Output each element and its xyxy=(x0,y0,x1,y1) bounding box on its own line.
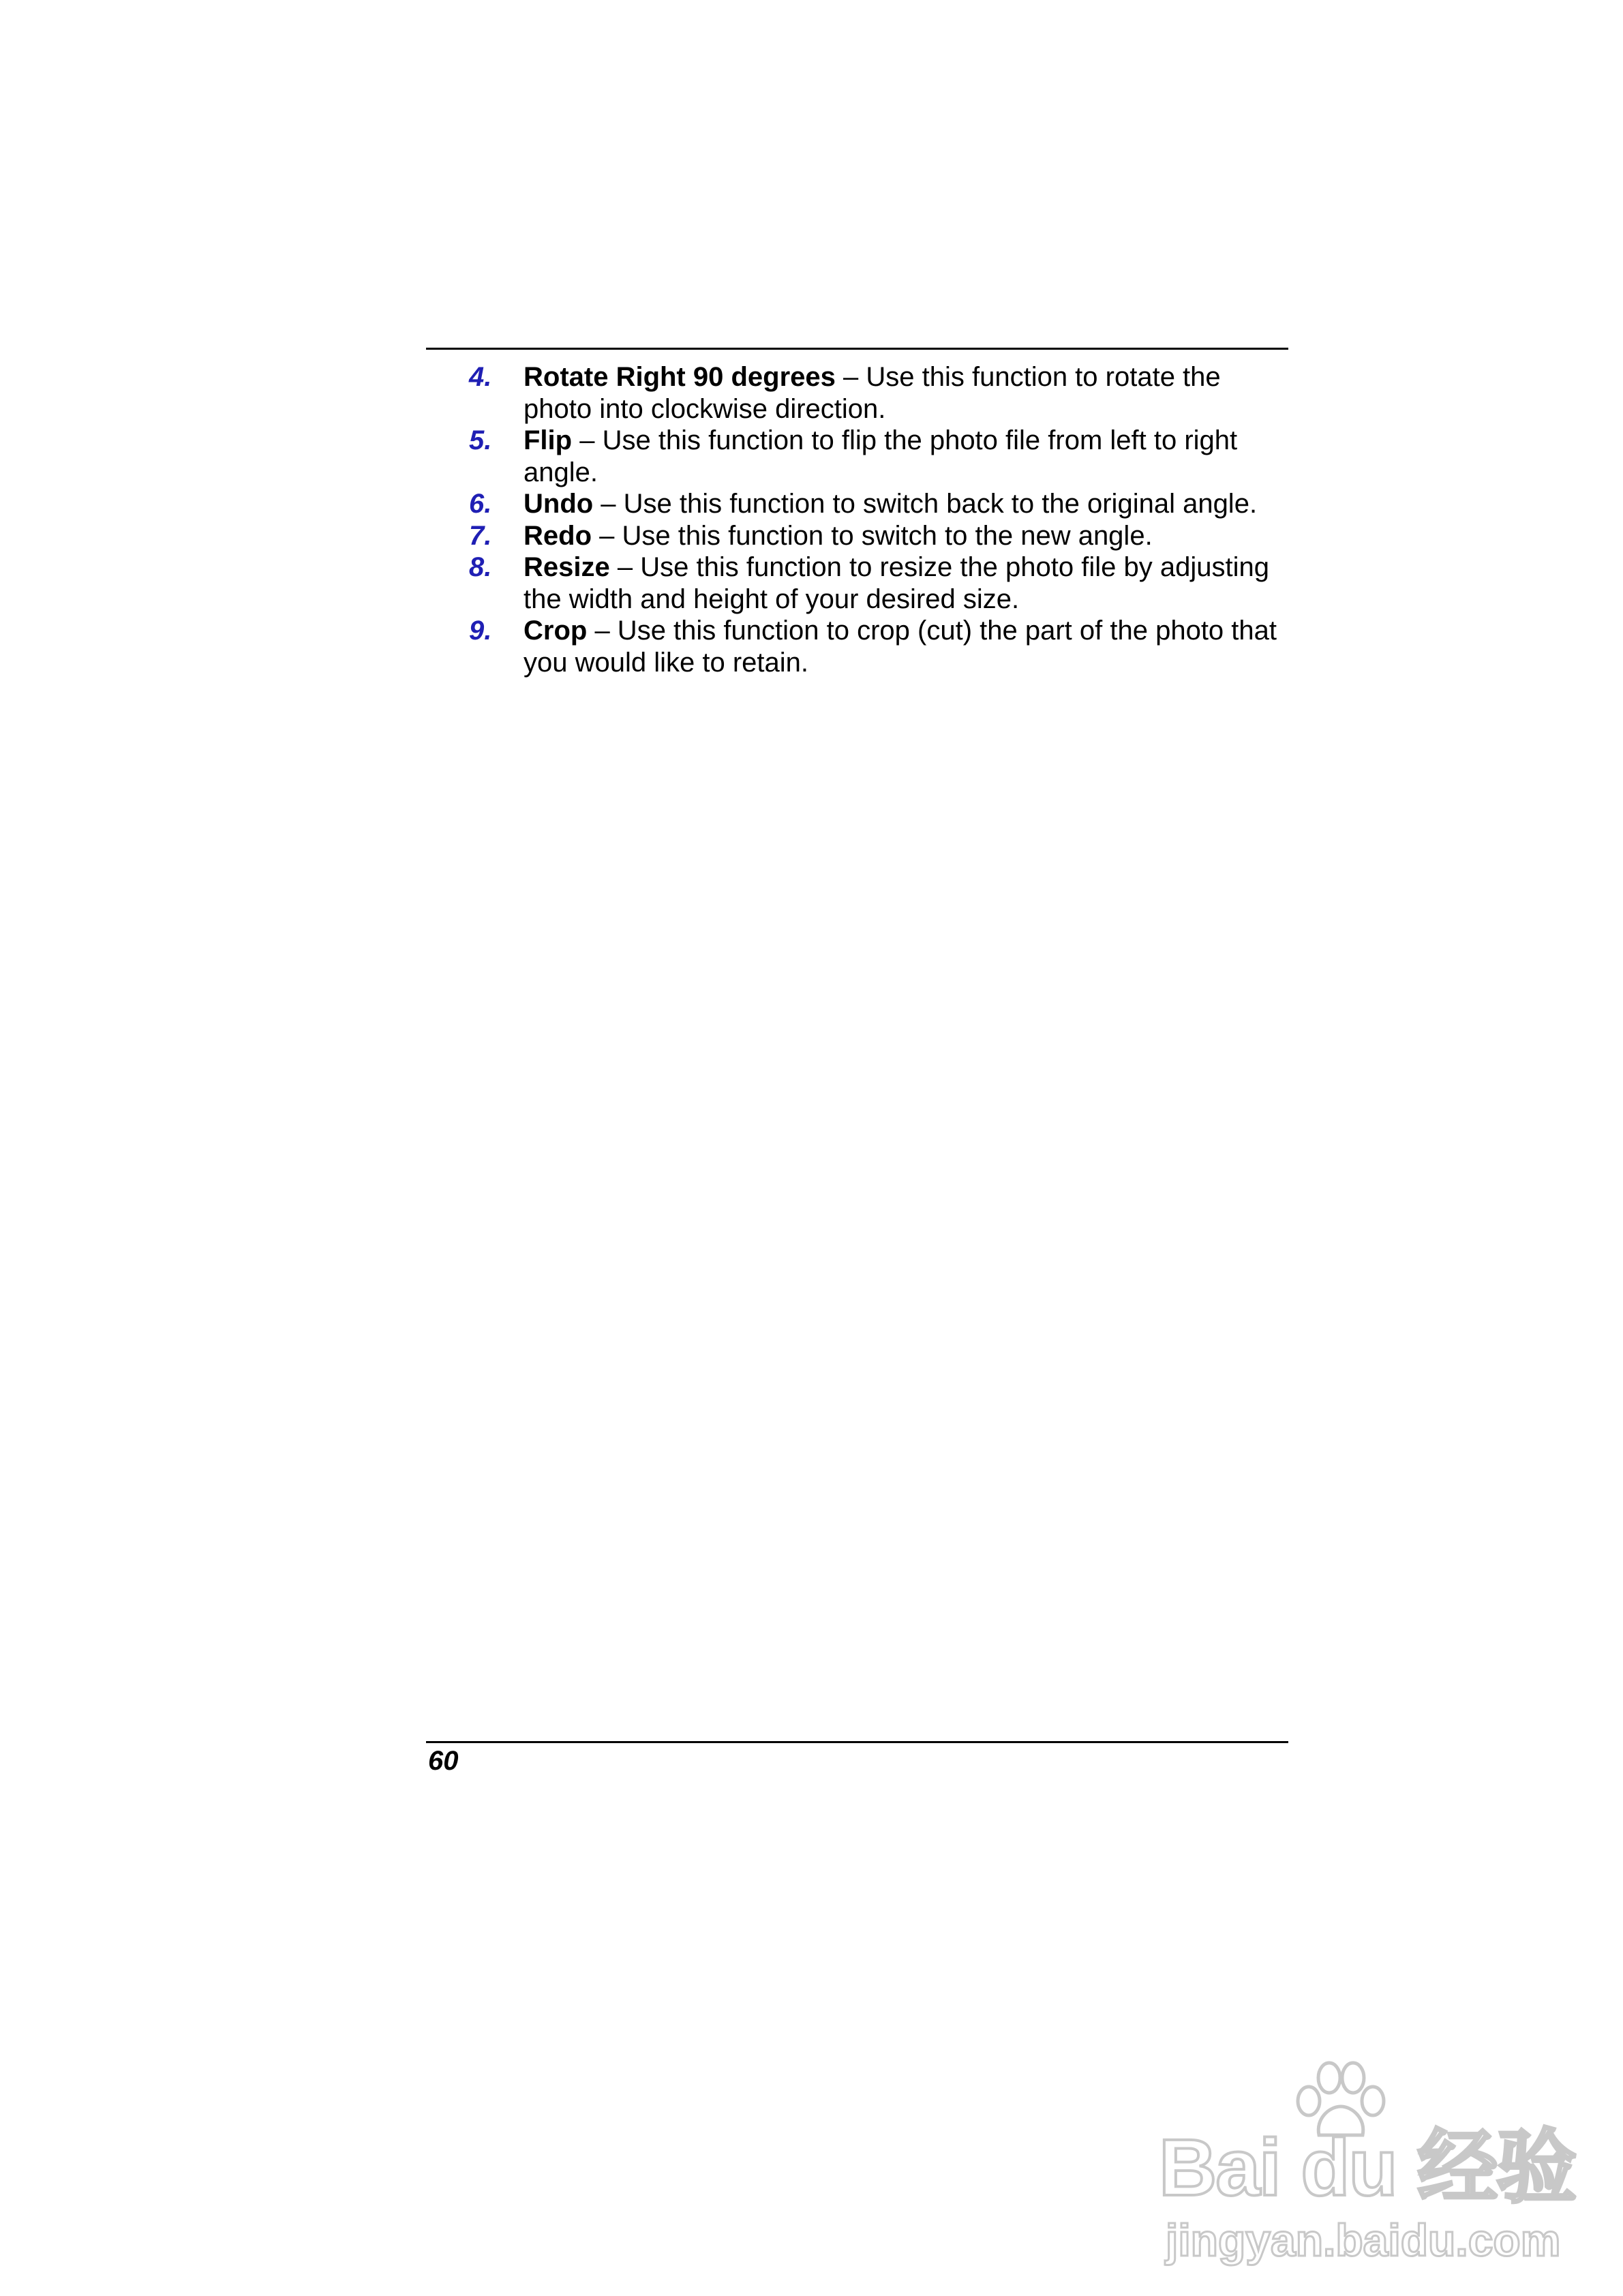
function-list xyxy=(426,361,1292,678)
item-term: Redo xyxy=(524,520,592,551)
item-number: 9. xyxy=(469,616,492,646)
item-term: Rotate Right 90 degrees xyxy=(524,362,836,392)
item-description: – Use this function to resize the photo file by adjusting the width and height of your desired size. xyxy=(524,552,1269,614)
item-description: – Use this function to switch to the new angle. xyxy=(592,520,1153,551)
watermark-url: jingyan.baidu.com xyxy=(1166,2215,1561,2265)
list-item xyxy=(426,552,1292,615)
list-item xyxy=(426,520,1292,552)
baidu-watermark xyxy=(1159,2059,1576,2265)
list-item xyxy=(426,615,1292,678)
item-number: 6. xyxy=(469,489,492,519)
page-number: 60 xyxy=(428,1746,459,1776)
item-description: – Use this function to crop (cut) the part of the photo that you would like to retain. xyxy=(524,616,1277,678)
list-item xyxy=(426,425,1292,488)
item-number: 7. xyxy=(469,520,492,551)
item-number: 5. xyxy=(469,425,492,455)
list-item xyxy=(426,361,1292,425)
footer-rule xyxy=(426,1741,1288,1743)
header-rule xyxy=(426,348,1288,350)
item-term: Crop xyxy=(524,616,588,646)
list-item xyxy=(426,488,1292,520)
item-number: 4. xyxy=(469,362,492,392)
watermark-logo: Bai du 经验 xyxy=(1159,2123,1576,2213)
item-term: Undo xyxy=(524,489,594,519)
item-term: Resize xyxy=(524,552,610,582)
item-description: – Use this function to rotate the photo into clockwise direction. xyxy=(524,362,1221,424)
item-number: 8. xyxy=(469,552,492,582)
item-term: Flip xyxy=(524,425,573,455)
item-description: – Use this function to switch back to the original angle. xyxy=(593,489,1258,519)
item-description: – Use this function to flip the photo file from left to right angle. xyxy=(524,425,1238,487)
